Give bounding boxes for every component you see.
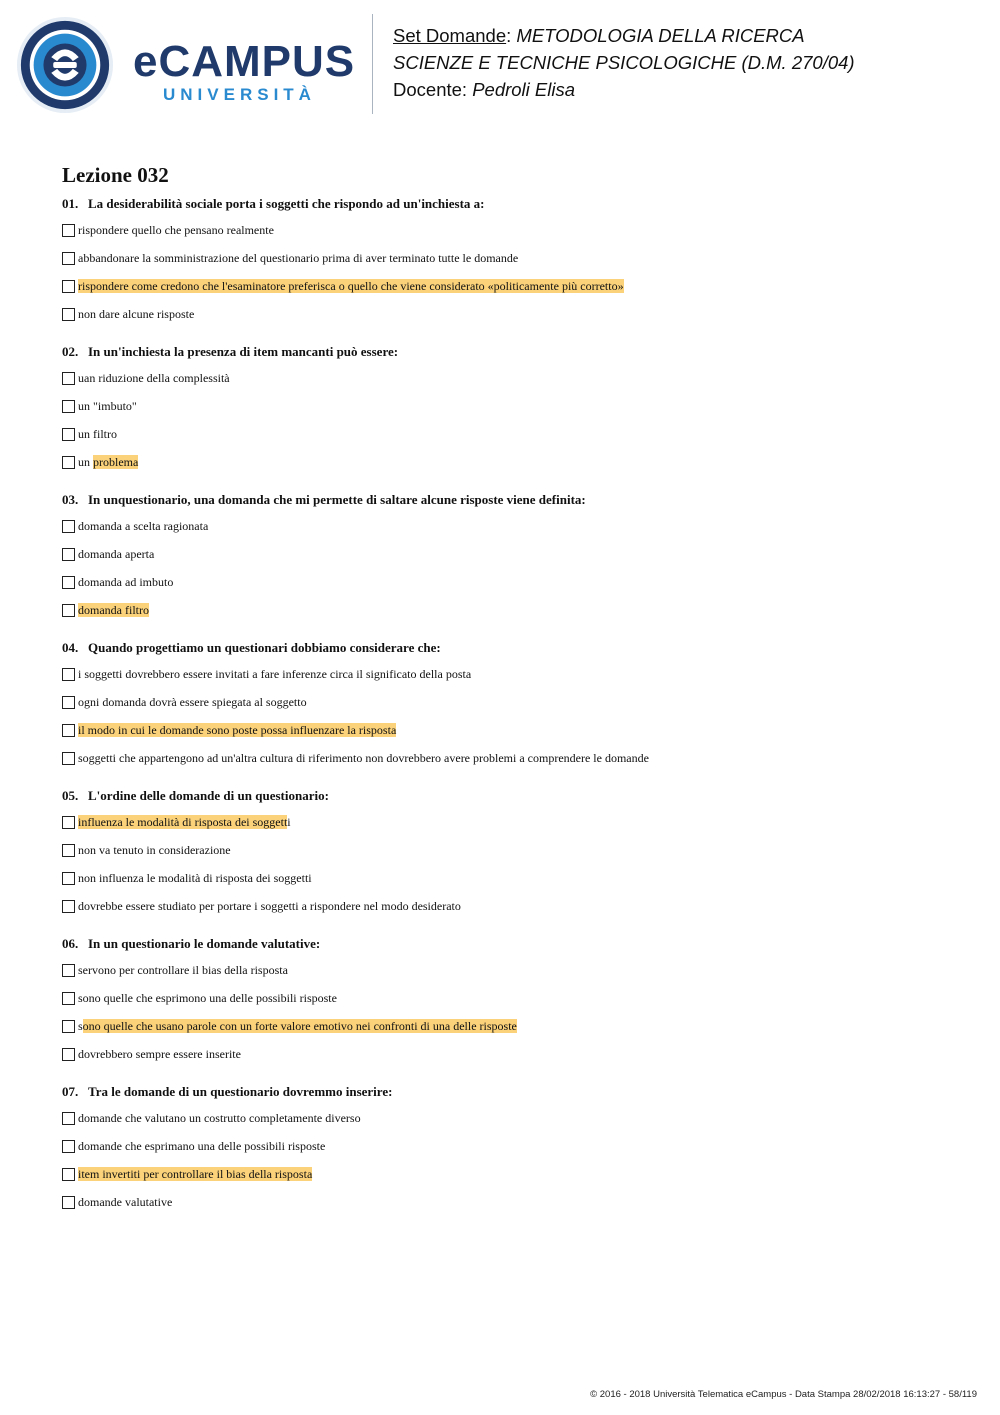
answer-label [78,1167,312,1182]
answer-label [78,455,138,470]
teacher-label: Docente: [393,79,468,100]
answer-label [78,547,154,562]
answer-checkbox[interactable] [62,308,75,321]
question-block [62,340,962,476]
answer-option[interactable] [62,1040,962,1068]
answer-checkbox[interactable] [62,696,75,709]
answer-option[interactable] [62,1188,962,1216]
question-number: 03. [62,492,79,507]
question-label: Tra le domande di un questionario dovremmo inserire: [88,1084,393,1099]
answer-label [78,223,274,238]
ecampus-wordmark [133,37,356,106]
course-line-2: SCIENZE E TECNICHE PSICOLOGICHE (D.M. 270/04) [393,52,855,73]
answer-text: un [78,454,93,469]
answer-option[interactable] [62,1132,962,1160]
answer-checkbox[interactable] [62,400,75,413]
answer-text: rispondere quello che pensano realmente [78,222,274,237]
answer-checkbox[interactable] [62,964,75,977]
answer-label [78,307,194,322]
answer-label [78,667,471,682]
answer-text: non influenza le modalità di risposta dei soggetti [78,870,312,885]
answer-text: soggetti che appartengono ad un'altra cultura di riferimento non dovrebbero avere problemi a comprendere le domande [78,750,649,765]
question-number: 05. [62,788,79,803]
answer-label [78,991,337,1006]
answer-option[interactable] [62,836,962,864]
answer-option[interactable] [62,716,962,744]
answer-label [78,1139,325,1154]
answer-label [78,843,231,858]
answer-label [78,815,291,830]
question-list [62,192,962,1216]
answer-option[interactable] [62,448,962,476]
answer-label [78,1111,361,1126]
answer-option[interactable] [62,688,962,716]
answer-checkbox[interactable] [62,752,75,765]
answer-option[interactable] [62,1104,962,1132]
answer-text: s [78,1018,83,1033]
answer-text: dovrebbe essere studiato per portare i soggetti a rispondere nel modo desiderato [78,898,461,913]
page-footer: © 2016 - 2018 Università Telematica eCampus - Data Stampa 28/02/2018 16:13:27 - 58/119 [590,1389,977,1400]
answer-label [78,751,649,766]
answer-label [78,371,230,386]
correct-answer-highlight: rispondere come credono che l'esaminatore preferisca o quello che viene considerato «politicamente più corretto» [78,278,624,293]
question-block [62,192,962,328]
answer-option[interactable] [62,1012,962,1040]
answer-option[interactable] [62,864,962,892]
answer-text: i soggetti dovrebbero essere invitati a fare inferenze circa il significato della posta [78,666,472,681]
answer-checkbox[interactable] [62,1020,75,1033]
answer-checkbox[interactable] [62,280,75,293]
answer-text: i [287,814,291,829]
answer-label [78,399,137,414]
answer-checkbox[interactable] [62,992,75,1005]
answer-checkbox[interactable] [62,1168,75,1181]
question-text [62,784,962,808]
answer-text: domande che valutano un costrutto completamente diverso [78,1110,361,1125]
question-label: La desiderabilità sociale porta i soggetti che rispondo ad un'inchiesta a: [88,196,485,211]
answer-checkbox[interactable] [62,1196,75,1209]
answer-label [78,1019,517,1034]
answer-option[interactable] [62,660,962,688]
logo-universita-text: UNIVERSITÀ [163,85,316,104]
course-line-1: METODOLOGIA DELLA RICERCA [516,25,805,46]
answer-option[interactable] [62,420,962,448]
correct-answer-highlight: il modo in cui le domande sono poste possa influenzare la risposta [78,722,397,737]
question-label: L'ordine delle domande di un questionario: [88,788,329,803]
question-label: In unquestionario, una domanda che mi permette di saltare alcune risposte viene definita: [88,492,586,507]
answer-option[interactable] [62,808,962,836]
answer-label [78,723,396,738]
answer-label [78,603,149,618]
ecampus-seal-logo [16,16,114,114]
answer-text: domande che esprimano una delle possibili risposte [78,1138,326,1153]
questions-content [62,160,962,1216]
answer-option[interactable] [62,1160,962,1188]
answer-label [78,1195,172,1210]
question-block [62,488,962,624]
question-text [62,340,962,364]
answer-text: servono per controllare il bias della risposta [78,962,288,977]
answer-label [78,575,173,590]
answer-label [78,871,312,886]
answer-option[interactable] [62,744,962,772]
header-divider [372,14,373,114]
answer-label [78,427,117,442]
answer-option[interactable] [62,244,962,272]
answer-text: non va tenuto in considerazione [78,842,231,857]
answer-option[interactable] [62,512,962,540]
answer-text: un "imbuto" [78,398,137,413]
answer-checkbox[interactable] [62,872,75,885]
answer-label [78,695,307,710]
answer-label [78,899,461,914]
teacher-name: Pedroli Elisa [472,79,576,100]
answer-checkbox[interactable] [62,428,75,441]
answer-option[interactable] [62,216,962,244]
answer-checkbox[interactable] [62,520,75,533]
answer-option[interactable] [62,956,962,984]
answer-label [78,251,518,266]
correct-answer-highlight: item invertiti per controllare il bias della risposta [78,1166,313,1181]
answer-label [78,279,624,294]
answer-label [78,963,288,978]
answer-checkbox[interactable] [62,844,75,857]
question-text [62,636,962,660]
answer-text: sono quelle che esprimono una delle possibili risposte [78,990,337,1005]
question-text [62,192,962,216]
answer-checkbox[interactable] [62,576,75,589]
answer-checkbox[interactable] [62,668,75,681]
answer-checkbox[interactable] [62,816,75,829]
answer-option[interactable] [62,392,962,420]
question-block [62,784,962,920]
question-number: 04. [62,640,79,655]
answer-checkbox[interactable] [62,224,75,237]
answer-label [78,519,208,534]
answer-checkbox[interactable] [62,372,75,385]
answer-label [78,1047,241,1062]
answer-text: uan riduzione della complessità [78,370,230,385]
answer-checkbox[interactable] [62,1140,75,1153]
answer-text: dovrebbero sempre essere inserite [78,1046,241,1061]
question-number: 06. [62,936,79,951]
answer-text: domande valutative [78,1194,173,1209]
answer-option[interactable] [62,892,962,920]
answer-text: ogni domanda dovrà essere spiegata al soggetto [78,694,307,709]
answer-checkbox[interactable] [62,1048,75,1061]
answer-text: domanda ad imbuto [78,574,174,589]
question-number: 07. [62,1084,79,1099]
answer-option[interactable] [62,272,962,300]
question-label: In un'inchiesta la presenza di item mancanti può essere: [88,344,399,359]
question-text [62,1080,962,1104]
answer-option[interactable] [62,540,962,568]
answer-option[interactable] [62,300,962,328]
answer-option[interactable] [62,568,962,596]
correct-answer-highlight: influenza le modalità di risposta dei soggett [78,814,288,829]
answer-option[interactable] [62,364,962,392]
correct-answer-highlight: ono quelle che usano parole con un forte valore emotivo nei confronti di una delle risposte [82,1018,517,1033]
answer-option[interactable] [62,596,962,624]
answer-text: domanda a scelta ragionata [78,518,209,533]
answer-checkbox[interactable] [62,548,75,561]
answer-text: non dare alcune risposte [78,306,195,321]
correct-answer-highlight: domanda filtro [78,602,149,617]
answer-checkbox[interactable] [62,456,75,469]
question-block [62,932,962,1068]
question-block [62,1080,962,1216]
question-number: 01. [62,196,79,211]
answer-checkbox[interactable] [62,724,75,737]
lesson-title: Lezione 032 [62,163,169,187]
answer-text: abbandonare la somministrazione del questionario prima di aver terminato tutte le domande [78,250,519,265]
answer-checkbox[interactable] [62,1112,75,1125]
question-text [62,488,962,512]
answer-option[interactable] [62,984,962,1012]
question-block [62,636,962,772]
page-header [0,0,1000,125]
answer-checkbox[interactable] [62,900,75,913]
question-text [62,932,962,956]
answer-text: domanda aperta [78,546,155,561]
question-label: Quando progettiamo un questionari dobbiamo considerare che: [88,640,441,655]
answer-checkbox[interactable] [62,252,75,265]
logo-ecampus-text: eCAMPUS [133,37,356,86]
document-info: Set Domande: METODOLOGIA DELLA RICERCA SCIENZE E TECNICHE PSICOLOGICHE (D.M. 270/04) Docente: Pedroli Elisa [393,25,855,100]
question-number: 02. [62,344,79,359]
answer-text: un filtro [78,426,117,441]
question-label: In un questionario le domande valutative: [88,936,321,951]
answer-checkbox[interactable] [62,604,75,617]
set-label: Set Domande [393,25,507,46]
correct-answer-highlight: problema [93,454,139,469]
